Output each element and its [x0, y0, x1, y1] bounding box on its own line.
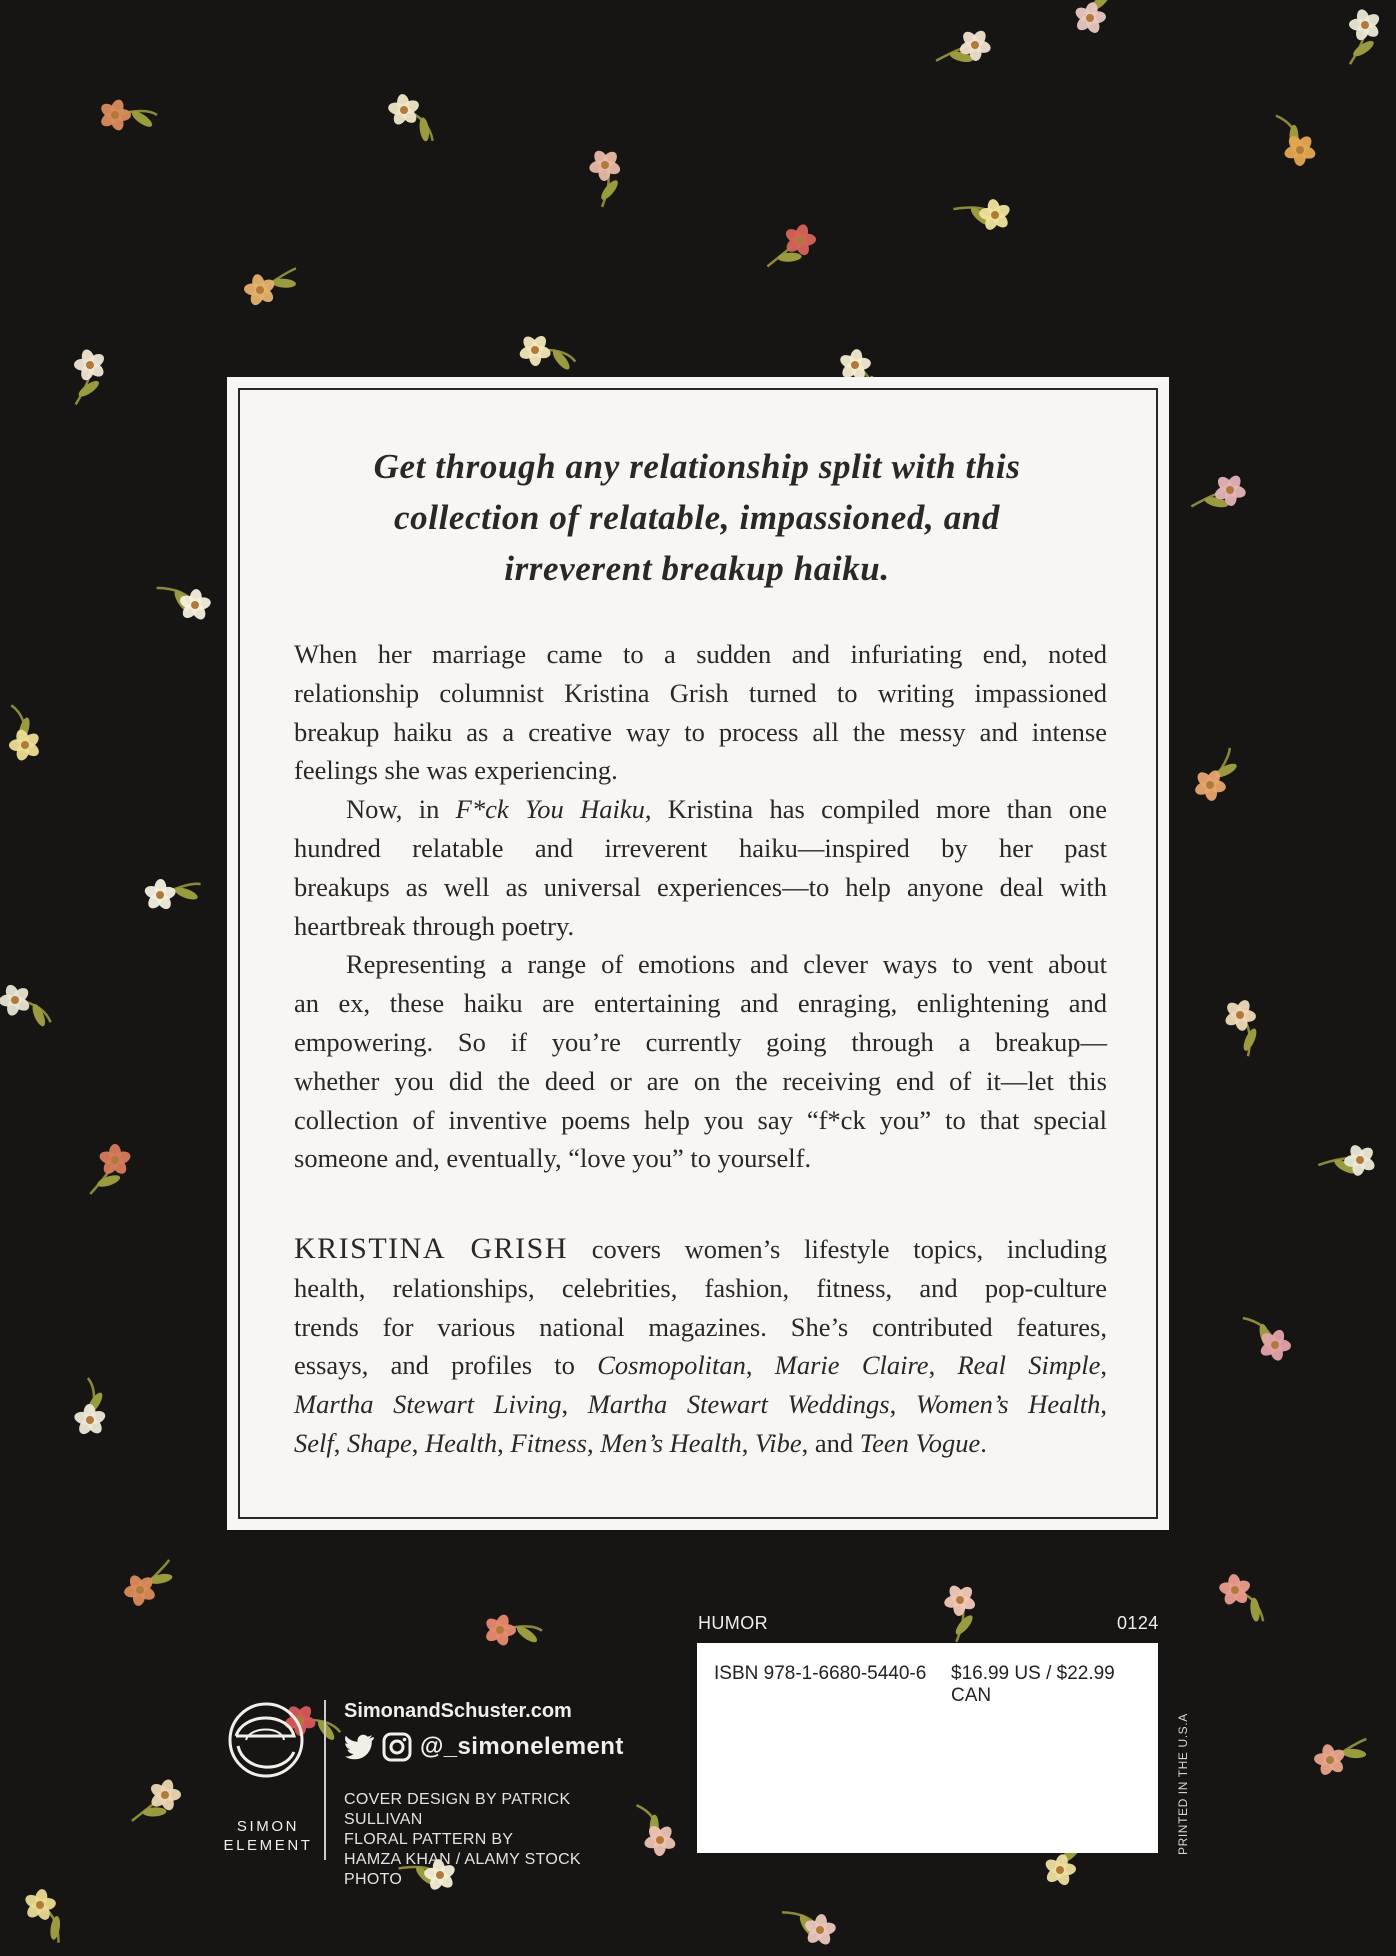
bio-line: health, relationships, celebrities, fashion, fitness, and pop-culture — [294, 1272, 1107, 1303]
tagline-line: irreverent breakup haiku. — [504, 549, 890, 588]
floral-motif — [1223, 998, 1259, 1056]
floral-motif — [767, 223, 816, 266]
floral-motif — [123, 1560, 173, 1607]
author-name: KRISTINA GRISH — [294, 1232, 568, 1265]
divider — [324, 1700, 326, 1860]
bio-line: trends for various national magazines. She’s contributed features, — [294, 1311, 1107, 1342]
floral-motif — [637, 1805, 678, 1856]
publication: Health — [425, 1427, 498, 1458]
social-links — [344, 1732, 624, 1762]
floral-motif — [90, 1144, 132, 1194]
bio-line: Self, Shape, Health, Fitness, Men’s Health, Vibe, and Teen Vogue. — [294, 1427, 987, 1458]
floral-motif — [99, 98, 157, 132]
tagline — [297, 441, 1097, 594]
floral-motif — [74, 348, 107, 405]
description-line: collection of inventive poems help you say “f*ck you” to that special — [294, 1104, 1107, 1135]
publication: Cosmopolitan — [597, 1350, 746, 1381]
barcode-box — [697, 1643, 1158, 1853]
floral-motif — [1218, 1573, 1263, 1622]
floral-motif — [483, 1613, 542, 1647]
book-description — [294, 635, 1107, 1178]
publication: Self — [294, 1427, 334, 1458]
floral-motif — [588, 148, 622, 207]
author-bio — [294, 1230, 1107, 1463]
description-line: relationship columnist Kristina Grish turned to writing impassioned — [294, 677, 1107, 708]
book-title: F*ck You Haiku — [455, 794, 645, 825]
floral-motif — [0, 983, 51, 1028]
description-line: someone and, eventually, “love you” to yourself. — [294, 1143, 812, 1174]
description-line: heartbreak through poetry. — [294, 910, 575, 941]
publisher-website[interactable]: SimonandSchuster.com — [344, 1700, 572, 1722]
price: $16.99 US / $22.99 CAN — [951, 1663, 1115, 1706]
description-line: When her marriage came to a sudden and infuriating end, noted — [294, 639, 1107, 669]
description-line: breakup haiku as a creative way to process all the messy and intense — [294, 716, 1107, 747]
floral-motif — [244, 268, 297, 307]
floral-motif — [23, 1888, 61, 1943]
category-label: HUMOR — [698, 1613, 768, 1633]
floral-motif — [9, 705, 42, 762]
description-line: hundred relatable and irreverent haiku—inspired by her past — [294, 832, 1107, 863]
floral-motif — [1243, 1318, 1292, 1362]
floral-motif — [1318, 1143, 1377, 1177]
bio-line: Martha Stewart Living, Martha Stewart Weddings, Women’s Health, — [294, 1389, 1108, 1420]
publisher-block — [222, 1690, 642, 1888]
publication: Real Simple — [957, 1350, 1101, 1381]
description-line: whether you did the deed or are on the receiving end of it—let this — [294, 1065, 1107, 1096]
description-line: empowering. So if you’re currently going through a breakup— — [294, 1026, 1107, 1057]
publication: Teen Vogue — [859, 1427, 981, 1458]
floral-motif — [73, 1378, 107, 1437]
floral-motif — [157, 588, 212, 622]
printed-in-label: PRINTED IN THE U.S.A — [1176, 1713, 1190, 1855]
floral-motif — [518, 333, 575, 372]
description-line: Representing a range of emotions and clever ways to vent about — [346, 949, 1107, 980]
credit-line: HAMZA KHAN / ALAMY STOCK PHOTO — [344, 1851, 581, 1888]
floral-motif — [387, 93, 432, 141]
product-code: 0124 — [1117, 1613, 1159, 1633]
twitter-icon[interactable] — [344, 1734, 374, 1760]
floral-motif — [1276, 116, 1317, 167]
publication: Martha Stewart Weddings — [587, 1389, 890, 1420]
publication: Fitness — [510, 1427, 587, 1458]
logo-text-element: ELEMENT — [223, 1837, 313, 1854]
publication: Shape — [347, 1427, 412, 1458]
description-line: feelings she was experiencing. — [294, 755, 618, 786]
description-line: an ex, these haiku are entertaining and enraging, enlightening and — [294, 988, 1107, 1019]
publication: Martha Stewart Living — [294, 1389, 562, 1420]
floral-motif — [1313, 1739, 1366, 1777]
floral-motif — [1073, 0, 1112, 35]
floral-motif — [943, 1583, 977, 1642]
floral-motif — [953, 198, 1012, 232]
social-handle[interactable]: @_simonelement — [420, 1733, 624, 1760]
credits — [344, 1790, 642, 1890]
floral-motif — [1191, 473, 1247, 509]
publication: Vibe — [755, 1427, 802, 1458]
floral-motif — [782, 1912, 837, 1947]
description-line: Now, in F*ck You Haiku, Kristina has compiled more than one — [346, 794, 1107, 825]
floral-motif — [936, 28, 992, 64]
tagline-line: Get through any relationship split with this — [373, 447, 1021, 486]
tagline-line: collection of relatable, impassioned, and — [394, 498, 1000, 537]
credit-line: COVER DESIGN BY PATRICK SULLIVAN — [344, 1791, 571, 1828]
bio-line: KRISTINA GRISH covers women’s lifestyle topics, including — [294, 1232, 1107, 1265]
publication: Marie Claire — [774, 1350, 929, 1381]
floral-motif — [1349, 8, 1382, 64]
bio-line: essays, and profiles to Cosmopolitan, Marie Claire, Real Simple, — [294, 1350, 1108, 1381]
description-line: breakups as well as universal experiences—to help anyone deal with — [294, 871, 1107, 902]
floral-motif — [1193, 748, 1239, 802]
isbn: ISBN 978-1-6680-5440-6 — [714, 1663, 927, 1684]
description-panel — [227, 377, 1169, 1530]
publication: Men’s Health — [600, 1427, 742, 1458]
floral-motif — [143, 879, 201, 912]
publication: Women’s Health — [915, 1389, 1101, 1420]
floral-motif — [132, 1778, 181, 1821]
logo-text-simon: SIMON — [236, 1818, 300, 1835]
instagram-icon[interactable] — [382, 1732, 412, 1762]
credit-line: FLORAL PATTERN BY — [344, 1831, 514, 1848]
